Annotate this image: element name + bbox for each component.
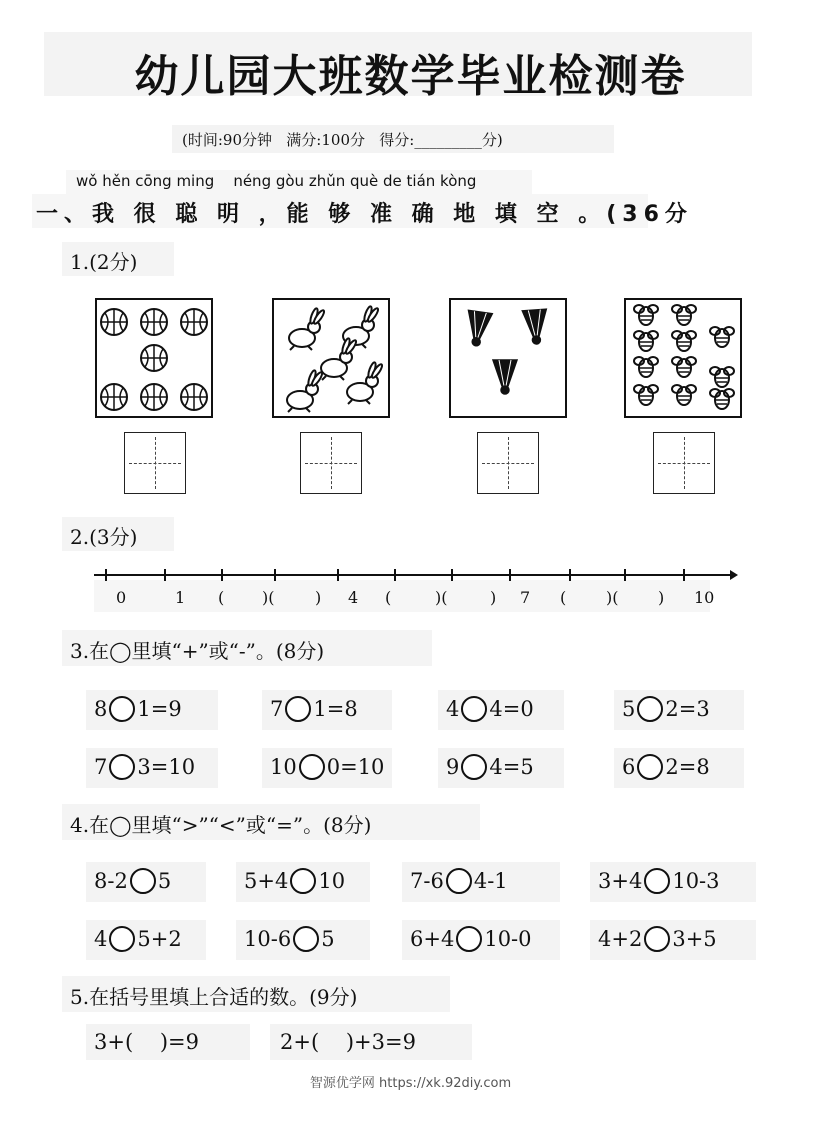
basketball-icon	[101, 384, 127, 410]
basketball-icon	[101, 309, 127, 335]
q3-item-right: 2=8	[665, 755, 710, 779]
q3-item-left: 7	[94, 755, 108, 779]
number-line-label: 10	[694, 588, 715, 607]
number-line-label: 7	[520, 588, 531, 607]
q3-item	[622, 754, 710, 780]
q4-item-left: 6+4	[410, 927, 455, 951]
q3-label: 3.在◯里填“+”或“-”。(8分)	[70, 639, 325, 663]
number-line-label: 0	[116, 588, 127, 607]
bee-icon	[672, 357, 696, 377]
q3-item-left: 7	[270, 697, 284, 721]
q4-item	[598, 926, 717, 952]
q3-item-left: 9	[446, 755, 460, 779]
q4-item-right: 5+2	[137, 927, 182, 951]
answer-circle[interactable]	[109, 754, 135, 780]
q4-item-left: 5+4	[244, 869, 289, 893]
q4-item-left: 10-6	[244, 927, 292, 951]
answer-circle[interactable]	[130, 868, 156, 894]
bee-icon	[710, 389, 734, 409]
q4-item-right: 4-1	[473, 869, 508, 893]
q5-item-1[interactable]: 3+( )=9	[94, 1030, 199, 1054]
answer-grid-basketballs[interactable]	[124, 432, 186, 494]
picture-box-bees	[624, 298, 742, 418]
basketball-icon	[181, 384, 207, 410]
q2-label: 2.(3分)	[70, 525, 138, 549]
basketball-icon	[141, 384, 167, 410]
footer-watermark: 智源优学网 https://xk.92diy.com	[309, 1076, 512, 1091]
answer-circle[interactable]	[461, 754, 487, 780]
rabbit-icon	[321, 338, 358, 380]
basketball-icon	[181, 309, 207, 335]
q3-item	[446, 696, 534, 722]
q3-item	[94, 754, 195, 780]
rabbit-icon	[287, 370, 324, 412]
number-line	[90, 566, 740, 586]
q5-label: 5.在括号里填上合适的数。(9分)	[70, 985, 358, 1009]
page-title: 幼儿园大班数学毕业检测卷	[134, 51, 687, 102]
answer-circle[interactable]	[637, 754, 663, 780]
bee-icon	[634, 357, 658, 377]
answer-grid-rabbits[interactable]	[300, 432, 362, 494]
rabbit-icon	[347, 362, 384, 404]
q4-item-right: 5	[157, 869, 172, 893]
q3-item-left: 10	[270, 755, 297, 779]
number-line-label[interactable]: )	[315, 588, 322, 607]
q4-item-left: 3+4	[598, 869, 643, 893]
q3-item-right: 1=9	[137, 697, 182, 721]
q3-item	[270, 754, 384, 780]
q4-item	[410, 926, 532, 952]
shuttlecock-icon	[451, 300, 565, 416]
q3-item	[94, 696, 182, 722]
q4-item-left: 4+2	[598, 927, 643, 951]
picture-box-shuttlecocks	[449, 298, 567, 418]
q4-item-right: 5	[321, 927, 335, 951]
q3-item-right: 2=3	[665, 697, 710, 721]
section-pinyin: wǒ hěn cōng ming néng gòu zhǔn què de tián kòng	[76, 172, 477, 190]
shuttlecock-icon	[493, 360, 517, 394]
bee-icon	[634, 385, 658, 405]
number-line-label[interactable]: (	[560, 588, 567, 607]
number-line-label[interactable]: )(	[262, 588, 275, 607]
q4-item	[244, 868, 345, 894]
answer-grid-bees[interactable]	[653, 432, 715, 494]
answer-grid-shuttlecocks[interactable]	[477, 432, 539, 494]
q3-item-right: 0=10	[326, 755, 385, 779]
q4-item	[244, 926, 335, 952]
q4-item-left: 7-6	[410, 869, 444, 893]
basketball-icon	[141, 309, 167, 335]
q4-item-left: 4	[94, 927, 108, 951]
number-line-label: 1	[175, 588, 186, 607]
q4-item	[94, 868, 171, 894]
exam-meta: (时间:90分钟 满分:100分 得分:_________分)	[182, 131, 503, 149]
number-line-label[interactable]: )(	[435, 588, 448, 607]
q4-label: 4.在◯里填“>”“<”或“=”。(8分)	[70, 813, 372, 837]
basketball-icon	[97, 300, 211, 416]
q1-label: 1.(2分)	[70, 250, 138, 274]
q4-item-right: 10	[318, 869, 346, 893]
number-line-label[interactable]: )	[658, 588, 665, 607]
answer-circle[interactable]	[461, 696, 487, 722]
answer-circle[interactable]	[290, 868, 316, 894]
number-line-label[interactable]: (	[218, 588, 225, 607]
q4-item-right: 10-3	[672, 869, 720, 893]
answer-circle[interactable]	[644, 868, 670, 894]
q3-item-left: 4	[446, 697, 460, 721]
bee-icon	[634, 305, 658, 325]
q4-item	[410, 868, 508, 894]
q4-item	[598, 868, 720, 894]
answer-circle[interactable]	[644, 926, 670, 952]
bee-icon	[634, 331, 658, 351]
q3-item-right: 1=8	[313, 697, 358, 721]
rabbit-icon	[274, 300, 388, 416]
answer-circle[interactable]	[109, 696, 135, 722]
bee-icon	[710, 367, 734, 387]
bee-icon	[626, 300, 740, 416]
answer-circle[interactable]	[293, 926, 319, 952]
q3-item-right: 4=0	[489, 697, 534, 721]
q3-item-right: 4=5	[489, 755, 534, 779]
shuttlecock-icon	[464, 310, 492, 347]
basketball-icon	[141, 345, 167, 371]
q4-item-right: 3+5	[672, 927, 717, 951]
answer-circle[interactable]	[285, 696, 311, 722]
bee-icon	[672, 305, 696, 325]
q3-item-left: 5	[622, 697, 636, 721]
q3-item-right: 3=10	[137, 755, 196, 779]
answer-circle[interactable]	[446, 868, 472, 894]
number-line-label[interactable]: )(	[606, 588, 619, 607]
answer-circle[interactable]	[109, 926, 135, 952]
q3-item	[270, 696, 358, 722]
rabbit-icon	[289, 308, 326, 350]
picture-box-rabbits	[272, 298, 390, 418]
number-line-label: 4	[348, 588, 359, 607]
answer-circle[interactable]	[637, 696, 663, 722]
q3-item-left: 6	[622, 755, 636, 779]
q5-item-2[interactable]: 2+( )+3=9	[280, 1030, 416, 1054]
q4-item-right: 10-0	[484, 927, 532, 951]
answer-circle[interactable]	[299, 754, 325, 780]
q3-item	[622, 696, 710, 722]
section-heading: 一、我 很 聪 明 ，能 够 准 确 地 填 空 。(36分	[36, 202, 693, 227]
shuttlecock-icon	[522, 309, 548, 345]
arrow-right-icon	[730, 570, 738, 580]
bee-icon	[672, 331, 696, 351]
q4-item-left: 8-2	[94, 869, 128, 893]
number-line-label[interactable]: )	[490, 588, 497, 607]
bee-icon	[672, 385, 696, 405]
number-line-label[interactable]: (	[385, 588, 392, 607]
q3-item-left: 8	[94, 697, 108, 721]
q3-item	[446, 754, 534, 780]
answer-circle[interactable]	[456, 926, 482, 952]
bee-icon	[710, 327, 734, 347]
q4-item	[94, 926, 182, 952]
picture-box-basketballs	[95, 298, 213, 418]
